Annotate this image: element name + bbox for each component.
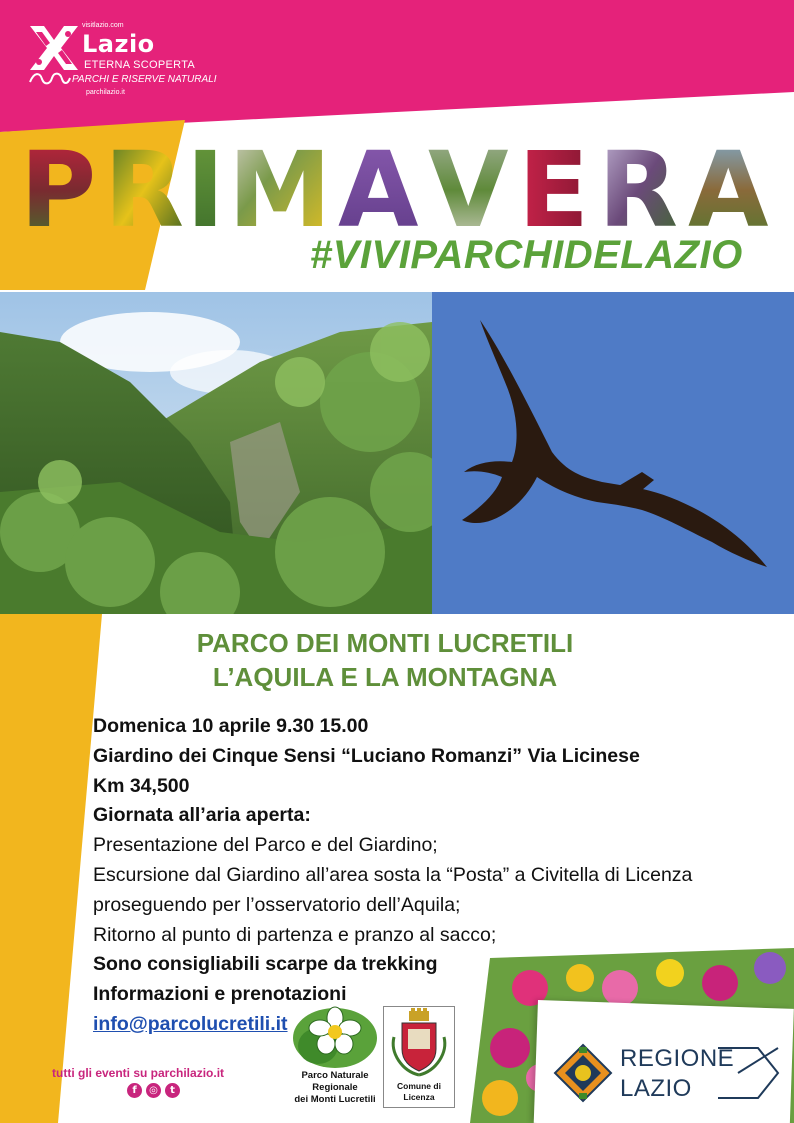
park-logo — [288, 1004, 382, 1110]
decorative-swirl-icon — [28, 70, 72, 88]
program-item: Presentazione del Parco e del Giardino; — [93, 834, 438, 857]
trekking-advice: Sono consigliabili scarpe da trekking — [93, 953, 438, 976]
eagle-silhouette-icon — [432, 292, 794, 614]
regione-line: LAZIO — [620, 1075, 692, 1102]
event-name-heading: L’AQUILA E LA MONTAGNA — [212, 662, 558, 692]
regione-line: REGIONE — [620, 1045, 735, 1072]
municipal-crest-icon — [384, 1007, 454, 1079]
lazio-logo[interactable] — [26, 22, 217, 100]
comune-line: Comune di — [397, 1081, 441, 1091]
comune-licenza-logo — [383, 1006, 455, 1108]
mountain-valley-photo — [0, 292, 432, 614]
primavera-title — [20, 134, 790, 234]
program-item: proseguendo per l’osservatorio dell’Aquila; — [93, 893, 461, 916]
info-heading: Informazioni e prenotazioni — [93, 983, 347, 1006]
campaign-hashtag: #VIVIPARCHIDELAZIO — [310, 233, 743, 277]
program-heading: Giornata all’aria aperta: — [93, 804, 311, 827]
primavera-letter: P — [20, 134, 97, 234]
site-url-small: visitlazio.com — [82, 22, 124, 29]
park-logo-line: Parco Naturale Regionale — [301, 1070, 369, 1093]
instagram-icon[interactable]: ◎ — [146, 1083, 161, 1098]
primavera-letter: R — [104, 134, 185, 234]
program-item: Escursione dal Giardino all’area sosta la “Posta” a Civitella di Licenza — [93, 863, 693, 886]
comune-name — [384, 1081, 454, 1103]
contact-email-link[interactable]: info@parcolucretili.it — [93, 1012, 288, 1035]
event-title-block — [150, 626, 620, 694]
event-place: Giardino dei Cinque Sensi “Luciano Romanzi” Via Licinese — [93, 744, 640, 767]
park-name-heading: PARCO DEI MONTI LUCRETILI — [196, 628, 574, 658]
brand-tagline: ETERNA SCOPERTA — [84, 59, 196, 71]
event-date: Domenica 10 aprile 9.30 15.00 — [93, 715, 369, 737]
primavera-letter: M — [228, 134, 332, 234]
section-name: PARCHI E RISERVE NATURALI — [72, 74, 217, 85]
park-logo-line: dei Monti Lucretili — [294, 1094, 376, 1105]
section-url: parchilazio.it — [86, 89, 125, 96]
primavera-letter: E — [518, 134, 590, 234]
primavera-letter: R — [598, 134, 679, 234]
lazio-x-icon — [28, 24, 80, 72]
event-km: Km 34,500 — [93, 774, 190, 797]
comune-line: Licenza — [403, 1092, 435, 1102]
primavera-letter: I — [186, 134, 225, 234]
flower-logo-icon — [288, 1004, 382, 1070]
primavera-letter: V — [428, 134, 509, 234]
mountain-illustration — [0, 292, 432, 614]
primavera-letter: A — [338, 134, 419, 234]
program-item: Ritorno al punto di partenza e pranzo al sacco; — [93, 923, 497, 946]
events-website-text[interactable]: tutti gli eventi su parchilazio.it — [52, 1066, 225, 1080]
regione-x-lines-icon — [718, 1044, 780, 1102]
twitter-icon[interactable]: t — [165, 1083, 180, 1098]
social-icons — [127, 1083, 180, 1098]
golden-eagle-photo — [432, 292, 794, 614]
regione-lazio-emblem-icon — [553, 1043, 613, 1103]
primavera-letter: A — [688, 134, 769, 234]
facebook-icon[interactable]: f — [127, 1083, 142, 1098]
brand-name: Lazio — [82, 30, 155, 58]
park-logo-name — [288, 1070, 382, 1106]
